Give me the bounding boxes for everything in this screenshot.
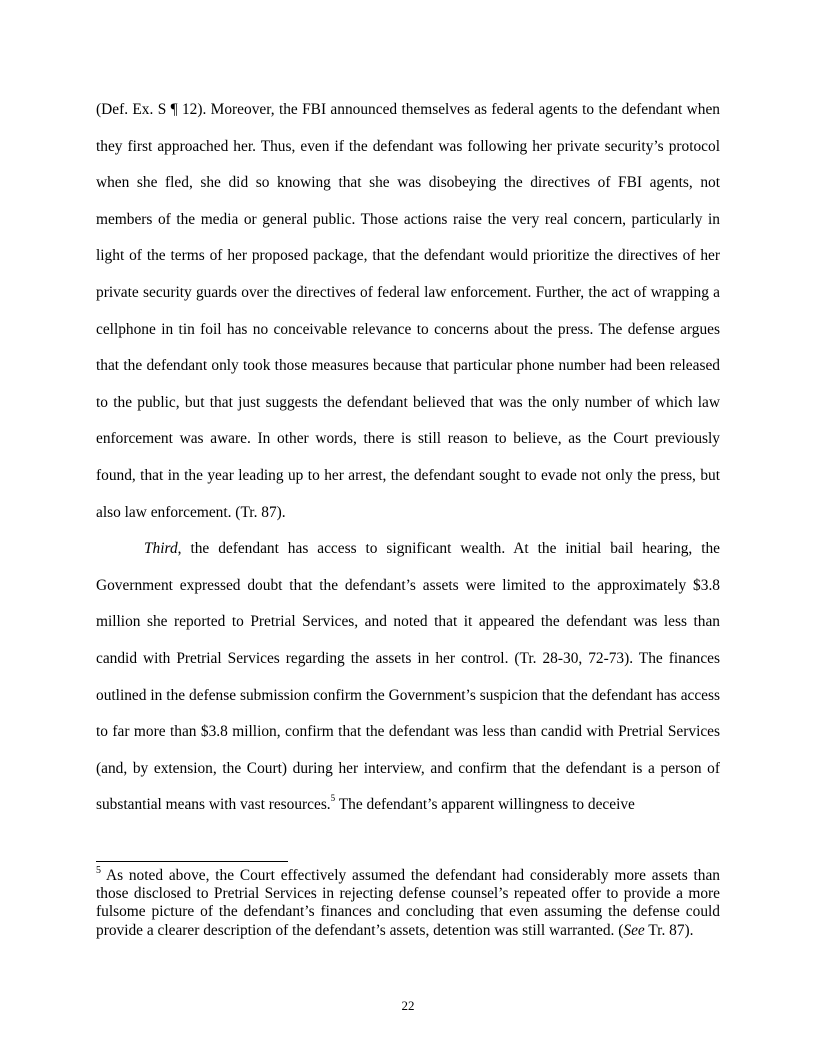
footnote-see: See (623, 921, 645, 939)
paragraph-continuation (96, 92, 720, 531)
paragraph-text: (Def. Ex. S ¶ 12). Moreover, the FBI announced themselves as federal agents to the defendant when they first approached her. Thus, even if the defendant was following her private security’s protocol when she fled, she did so knowing that she was disobeying the directives of FBI agents, not members of the media or general public. Those actions raise the very real concern, particularly in light of the terms of her proposed package, that the defendant would prioritize the directives of her private security guards over the directives of federal law enforcement. Further, the act of wrapping a cellphone in tin foil has no conceivable relevance to concerns about the press. The defense argues that the defendant only took those measures because that particular phone number had been released to the public, but that just suggests the defendant believed that was the only number of which law enforcement was aware. In other words, there is still reason to believe, as the Court previously found, that in the year leading up to her arrest, the defendant sought to evade not only the press, but also law enforcement. (Tr. 87). (96, 101, 720, 521)
footnote-marker: 5 (96, 864, 101, 876)
body-text (96, 92, 720, 824)
paragraph-text: , the defendant has access to significant wealth. At the initial bail hearing, the Government expressed doubt that the defendant’s assets were limited to the approximately $3.8 million she reported to Pretrial Services, and noted that it appeared the defendant was less than candid with Pretrial Services regarding the assets in her control. (Tr. 28-30, 72-73). The finances outlined in the defense submission confirm the Government’s suspicion that the defendant has access to far more than $3.8 million, confirm that the defendant was less than candid with Pretrial Services (and, by extension, the Court) during her interview, and confirm that the defendant is a person of substantial means with vast resources. (96, 540, 720, 814)
paragraph-text-tail: The defendant’s apparent willingness to deceive (335, 796, 635, 814)
footnote (96, 864, 720, 940)
footnote-text-tail: Tr. 87). (644, 921, 694, 939)
footnote-text: As noted above, the Court effectively assumed the defendant had considerably more assets than those disclosed to Pretrial Services in rejecting defense counsel’s repeated offer to provide a more fulsome picture of the defendant’s finances and concluding that even assuming the defense could provide a clearer description of the defendant’s assets, detention was still warranted. ( (96, 867, 720, 939)
footnote-divider (96, 861, 288, 862)
page-number: 22 (401, 998, 415, 1013)
paragraph-lead-italic: Third (144, 540, 178, 558)
footnote-reference: 5 (330, 793, 336, 804)
paragraph-third-point (96, 531, 720, 824)
